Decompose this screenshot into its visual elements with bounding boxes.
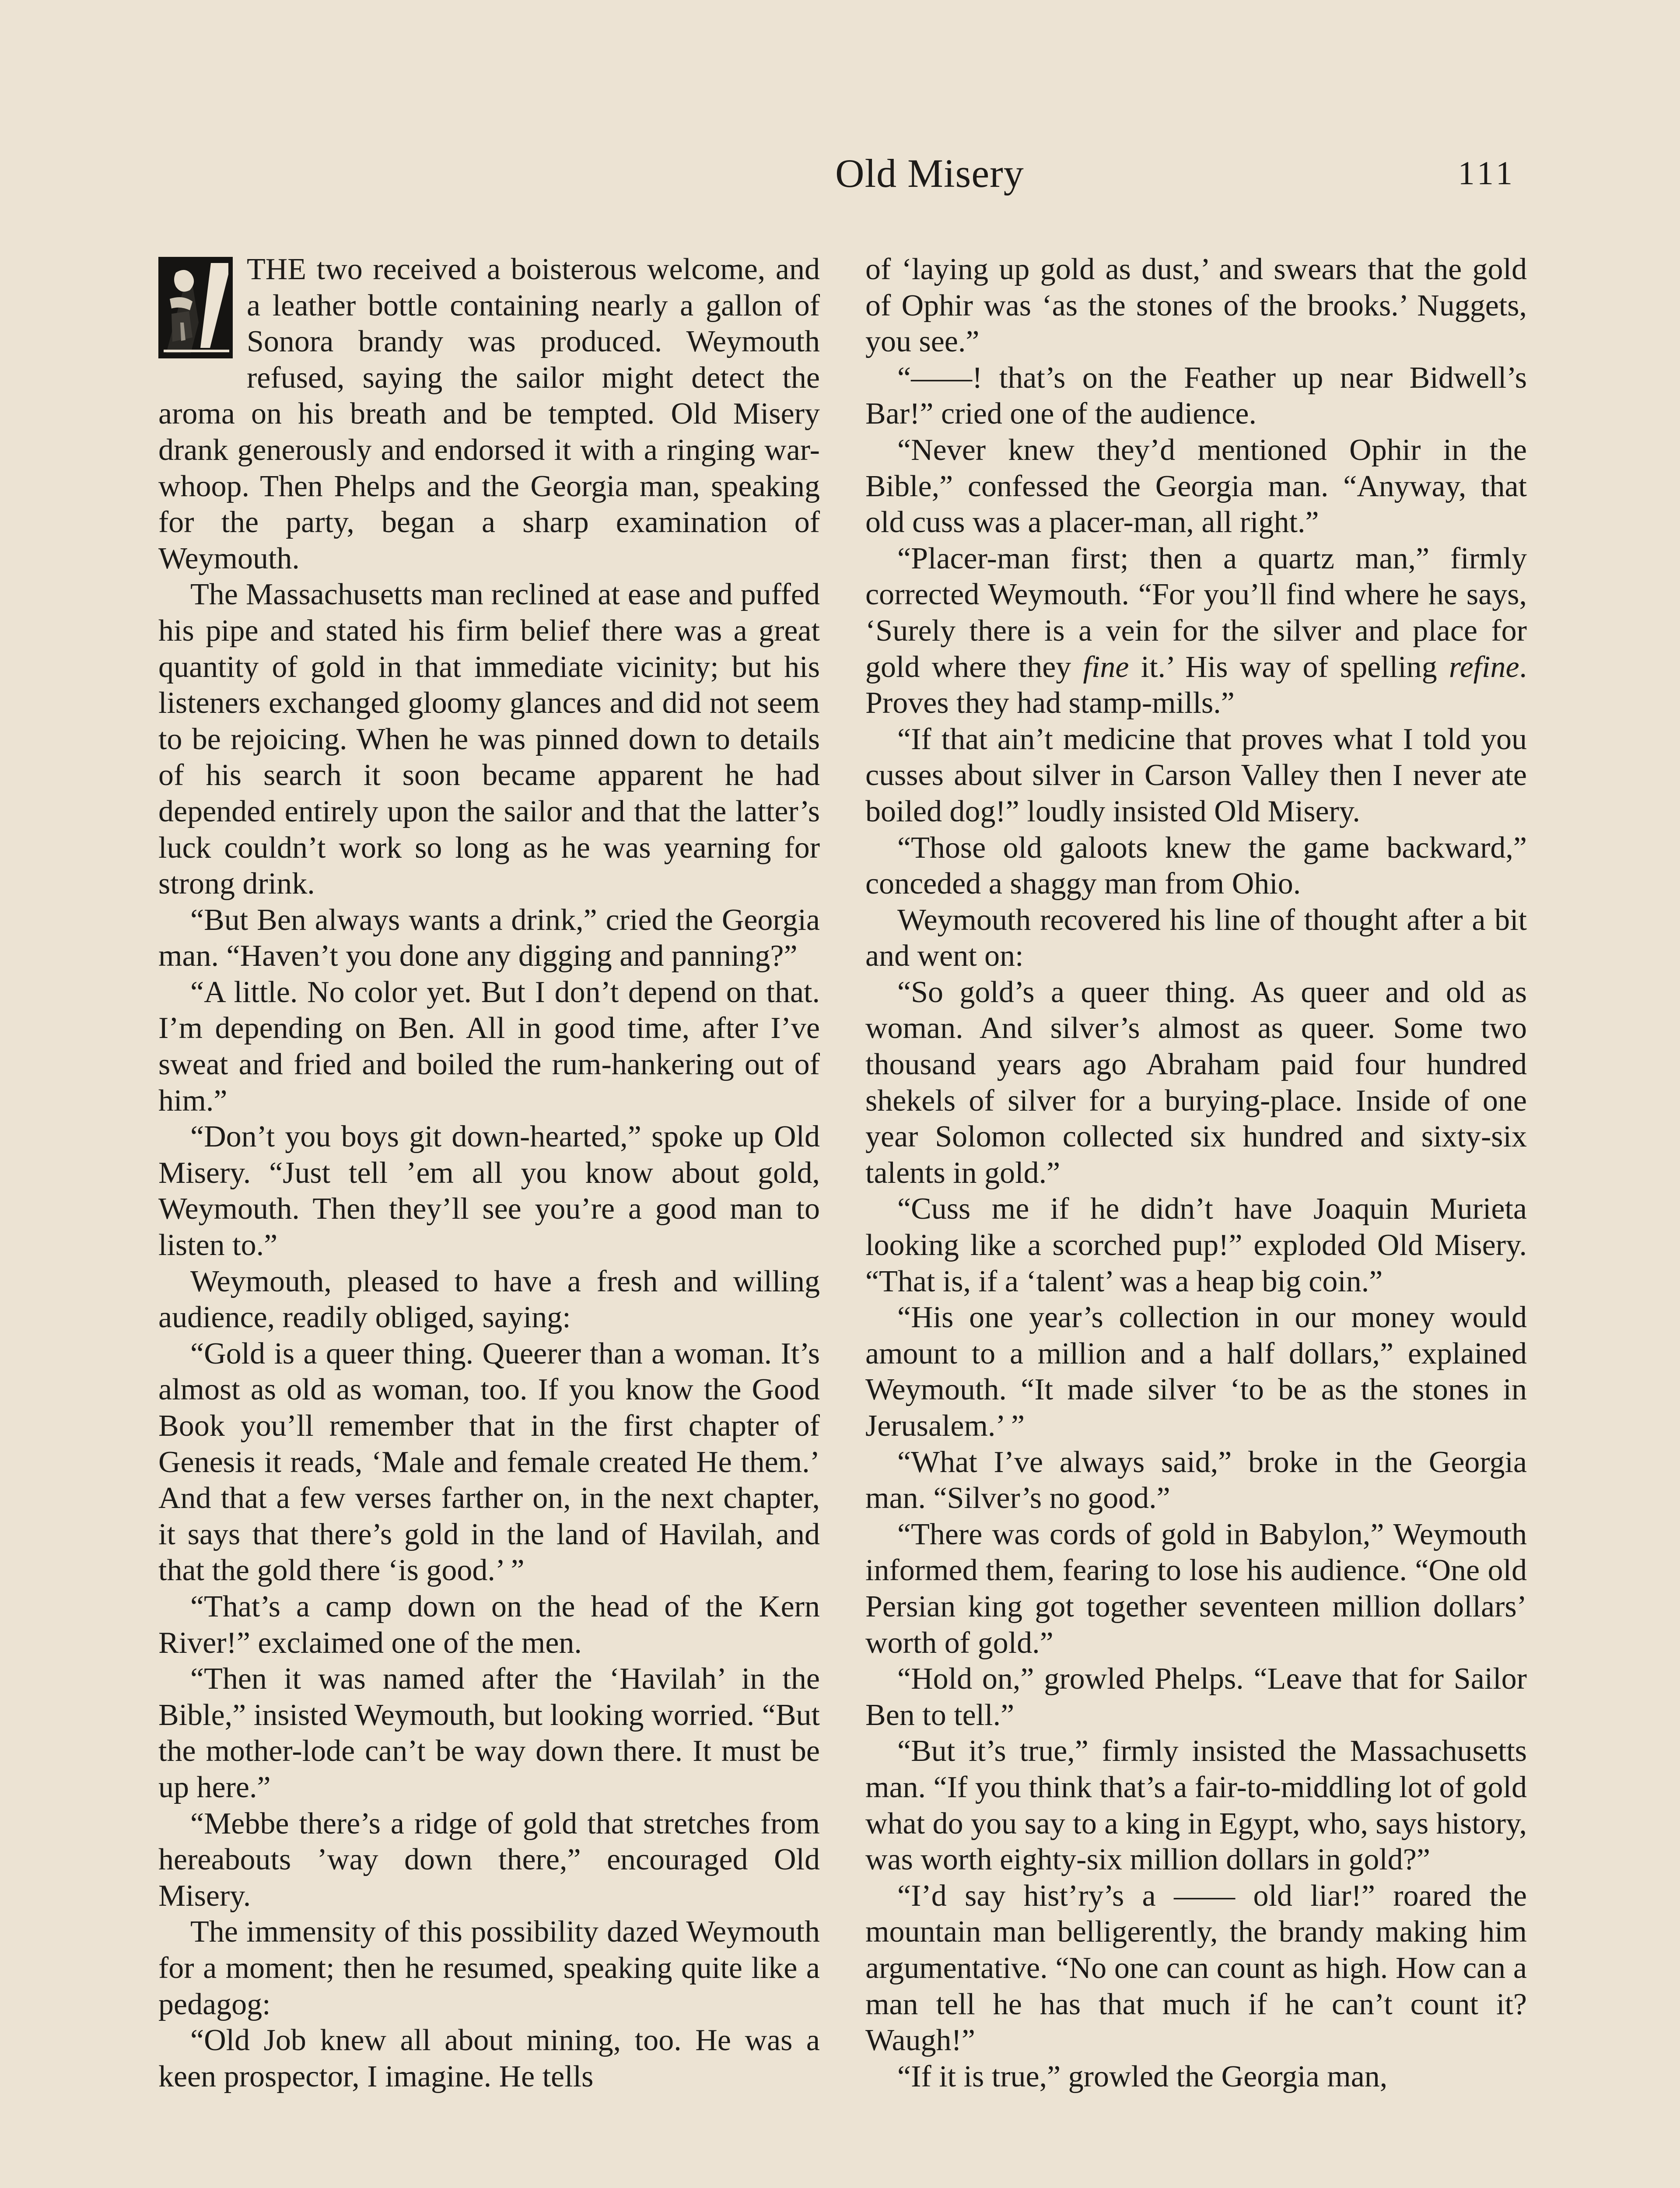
paragraph: “So gold’s a queer thing. As queer and old as woman. And silver’s almost as queer. Some two thousand years ago Abraham paid four hundred shekels of silver for a burying-place. Inside of one year Solomon collected six hundred and sixty-six talents in gold.” <box>865 975 1527 1190</box>
paragraph: “Then it was named after the ‘Havilah’ in the Bible,” insisted Weymouth, but looking worried. “But the mother-lode can’t be way down there. It must be up here.” <box>158 1662 820 1804</box>
paragraph: The immensity of this possibility dazed Weymouth for a moment; then he resumed, speaking quite like a pedagog: <box>158 1915 820 2021</box>
paragraph: “Never knew they’d mentioned Ophir in the Bible,” confessed the Georgia man. “Anyway, that old cuss was a placer-man, all right.” <box>865 433 1527 540</box>
paragraph: “Hold on,” growled Phelps. “Leave that for Sailor Ben to tell.” <box>865 1662 1527 1732</box>
paragraph: “Don’t you boys git down-hearted,” spoke up Old Misery. “Just tell ’em all you know about gold, Weymouth. Then they’ll see you’re a good man to listen to.” <box>158 1120 820 1262</box>
italic-word: refine <box>1449 650 1519 684</box>
paragraph: “His one year’s collection in our money would amount to a million and a half dollars,” explained Weymouth. “It made silver ‘to be as the stones in Jerusalem.’ ” <box>865 1301 1527 1443</box>
page-number: 111 <box>1458 155 1516 192</box>
paragraph: Weymouth recovered his line of thought after a bit and went on: <box>865 903 1527 973</box>
paragraph: “I’d say hist’ry’s a —— old liar!” roared the mountain man belligerently, the brandy making him argumentative. “No one can count as high. How can a man tell he has that much if he can’t count it? Waugh!” <box>865 1879 1527 2058</box>
paragraph: “What I’ve always said,” broke in the Georgia man. “Silver’s no good.” <box>865 1445 1527 1515</box>
paragraph: “Cuss me if he didn’t have Joaquin Murieta looking like a scorched pup!” exploded Old Misery. “That is, if a ‘talent’ was a heap big coin.” <box>865 1192 1527 1298</box>
paragraph: “But Ben always wants a drink,” cried the Georgia man. “Haven’t you done any digging and panning?” <box>158 903 820 973</box>
running-title: Old Misery <box>835 151 1024 196</box>
paragraph: “That’s a camp down on the head of the Kern River!” exclaimed one of the men. <box>158 1589 820 1660</box>
text-run: . Proves they had stamp-mills.” <box>865 650 1527 720</box>
paragraph: “If that ain’t medicine that proves what I told you cusses about silver in Carson Valley then I never ate boiled dog!” loudly insisted Old Misery. <box>865 722 1527 828</box>
illustrated-initial-a-icon <box>158 257 233 358</box>
italic-word: fine <box>1083 650 1129 684</box>
paragraph: “Those old galoots knew the game backward,” conceded a shaggy man from Ohio. <box>865 831 1527 901</box>
paragraph: The Massachusetts man reclined at ease and puffed his pipe and stated his firm belief there was a great quantity of gold in that immediate vicinity; but his listeners exchanged gloomy glances and did not seem to be rejoicing. When he was pinned down to details of his search it soon became apparent he had depended entirely upon the sailor and that the latter’s luck couldn’t work so long as he was yearning for strong drink. <box>158 578 820 901</box>
paragraph <box>865 541 1527 722</box>
paragraph: “There was cords of gold in Babylon,” Weymouth informed them, fearing to lose his audience. “One old Persian king got together seventeen million dollars’ worth of gold.” <box>865 1517 1527 1660</box>
left-column <box>158 252 820 2095</box>
paragraph: “Gold is a queer thing. Queerer than a woman. It’s almost as old as woman, too. If you know the Good Book you’ll remember that in the first chapter of Genesis it reads, ‘Male and female created He them.’ And that a few verses farther on, in the next chapter, it says that there’s gold in the land of Havilah, and that the gold there ‘is good.’ ” <box>158 1336 820 1588</box>
paragraph: “But it’s true,” firmly insisted the Massachusetts man. “If you think that’s a fair-to-middling lot of gold what do you say to a king in Egypt, who, says history, was worth eighty-six million dollars in gold?” <box>865 1734 1527 1877</box>
paragraph: of ‘laying up gold as dust,’ and swears that the gold of Ophir was ‘as the stones of the brooks.’ Nuggets, you see.” <box>865 252 1527 359</box>
paragraph: THE two received a boisterous welcome, and a leather bottle containing nearly a gallon of Sonora brandy was produced. Weymouth refused, saying the sailor might detect the aroma on his breath and be tempted. Old Misery drank generously and endorsed it with a ringing war-whoop. Then Phelps and the Georgia man, speaking for the party, began a sharp examination of Weymouth. <box>158 252 820 575</box>
paragraph: “Mebbe there’s a ridge of gold that stretches from hereabouts ’way down there,” encouraged Old Misery. <box>158 1806 820 1913</box>
paragraph: “Old Job knew all about mining, too. He was a keen prospector, I imagine. He tells <box>158 2023 820 2093</box>
text-run: it.’ His way of spelling <box>1129 650 1449 684</box>
right-column <box>865 252 1527 2095</box>
text-run: “Placer-man first; then a quartz man,” firmly corrected Weymouth. “For you’ll find where he says, ‘Surely there is a vein for the silver and place for gold where they <box>865 541 1527 684</box>
paragraph: “——! that’s on the Feather up near Bidwell’s Bar!” cried one of the audience. <box>865 361 1527 431</box>
paragraph: Weymouth, pleased to have a fresh and willing audience, readily obliged, saying: <box>158 1264 820 1335</box>
paragraph: “If it is true,” growled the Georgia man, <box>897 2059 1388 2093</box>
paragraph: “A little. No color yet. But I don’t depend on that. I’m depending on Ben. All in good time, after I’ve sweat and fried and boiled the rum-hankering out of him.” <box>158 975 820 1118</box>
